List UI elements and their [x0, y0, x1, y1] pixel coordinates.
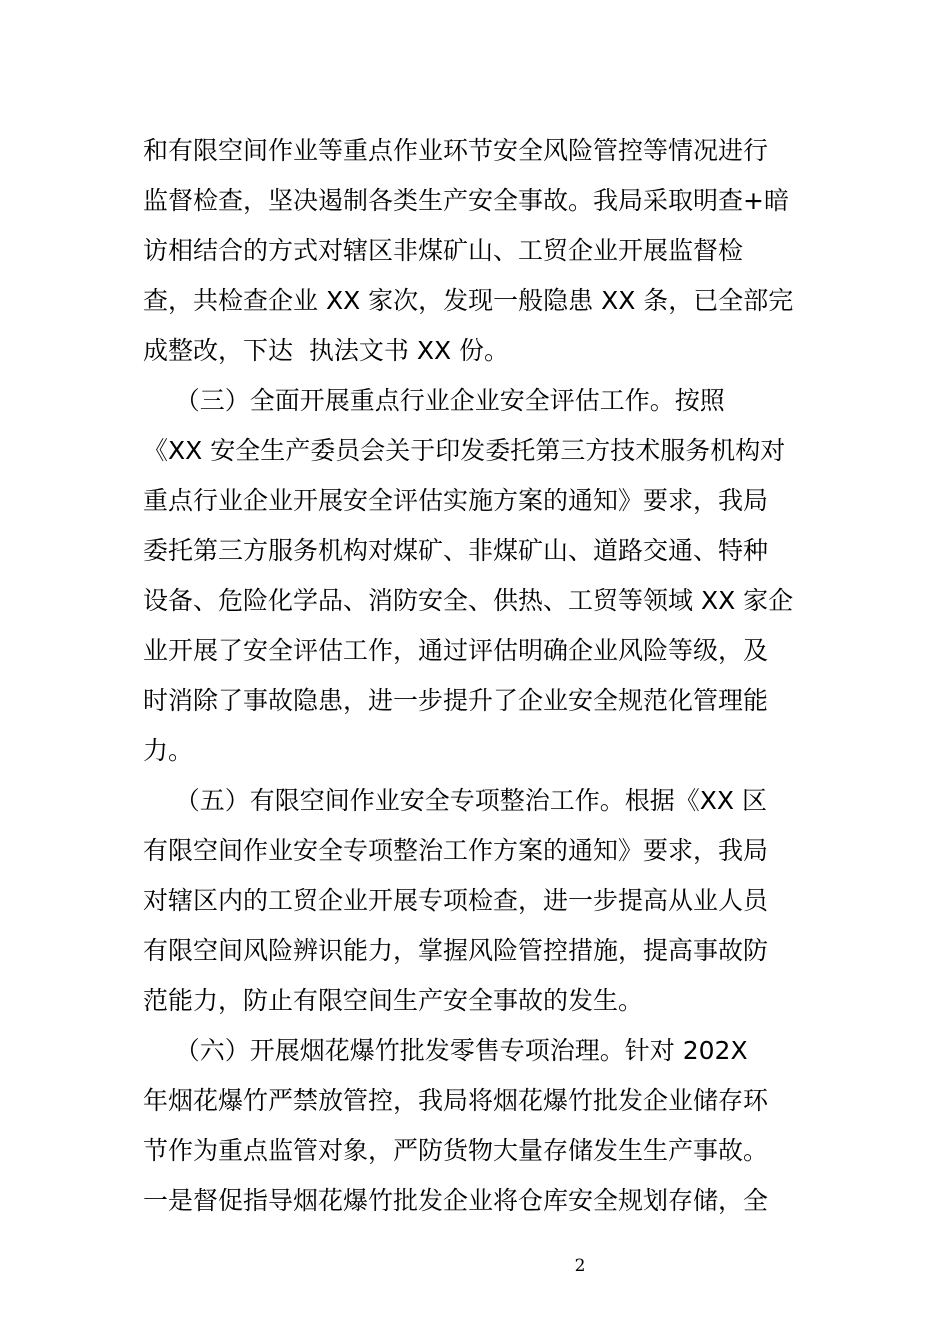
text-line: 委托第三方服务机构对煤矿、非煤矿山、道路交通、特种: [143, 536, 769, 565]
text-line: 成整改，下达 执法文书 XX 份。: [143, 336, 510, 365]
text-line: 时消除了事故隐患，进一步提升了企业安全规范化管理能: [143, 686, 769, 715]
section-heading-line: （六）开展烟花爆竹批发零售专项治理。针对 202X: [143, 1036, 748, 1065]
section-heading-line: （三）全面开展重点行业企业安全评估工作。按照: [143, 386, 725, 415]
text-line: 《XX 安全生产委员会关于印发委托第三方技术服务机构对: [143, 436, 786, 465]
page-number: 2: [574, 1256, 586, 1276]
text-line: 力。: [143, 736, 194, 765]
text-line: 有限空间风险辨识能力，掌握风险管控措施，提高事故防: [143, 936, 769, 965]
text-line: 范能力，防止有限空间生产安全事故的发生。: [143, 986, 644, 1015]
section-heading-line: （五）有限空间作业安全专项整治工作。根据《XX 区: [143, 786, 767, 815]
text-line: 监督检查，坚决遏制各类生产安全事故。我局采取明查+暗: [143, 186, 789, 215]
text-line: 和有限空间作业等重点作业环节安全风险管控等情况进行: [143, 136, 769, 165]
text-line: 节作为重点监管对象，严防货物大量存储发生生产事故。: [143, 1136, 769, 1165]
body-text: [143, 126, 813, 1226]
text-line: 重点行业企业开展安全评估实施方案的通知》要求，我局: [143, 486, 769, 515]
text-line: 年烟花爆竹严禁放管控，我局将烟花爆竹批发企业储存环: [143, 1086, 769, 1115]
text-line: 访相结合的方式对辖区非煤矿山、工贸企业开展监督检: [143, 236, 744, 265]
text-line: 有限空间作业安全专项整治工作方案的通知》要求，我局: [143, 836, 769, 865]
text-line: 一是督促指导烟花爆竹批发企业将仓库安全规划存储，全: [143, 1186, 769, 1215]
text-line: 设备、危险化学品、消防安全、供热、工贸等领域 XX 家企: [143, 586, 794, 615]
text-line: 业开展了安全评估工作，通过评估明确企业风险等级，及: [143, 636, 769, 665]
text-line: 对辖区内的工贸企业开展专项检查，进一步提高从业人员: [143, 886, 769, 915]
text-line: 查，共检查企业 XX 家次，发现一般隐患 XX 条，已全部完: [143, 286, 794, 315]
